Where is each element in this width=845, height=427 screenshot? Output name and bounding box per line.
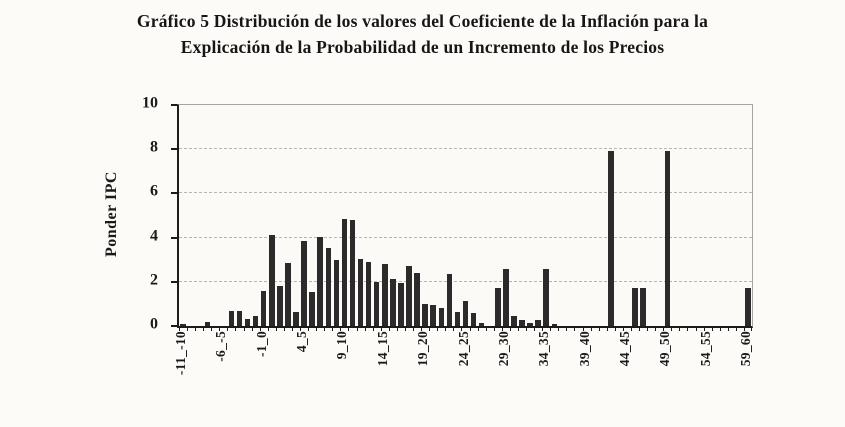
bar-46_47 — [640, 288, 645, 326]
x-tick-label-text: 34_35 — [536, 331, 552, 367]
bar-12_13 — [366, 262, 371, 326]
bar-3_4 — [293, 312, 298, 326]
bar-2_3 — [285, 263, 290, 326]
y-axis-title — [100, 104, 124, 325]
bar-16_17 — [398, 283, 403, 326]
y-axis-tick — [171, 281, 177, 283]
y-tick-label-10: 10 — [142, 94, 158, 112]
bar-59_60 — [745, 288, 750, 326]
y-axis-tick-labels — [128, 94, 168, 333]
y-tick-label-6: 6 — [150, 183, 158, 201]
y-tick-label-0: 0 — [150, 315, 158, 333]
bar-10_11 — [350, 220, 355, 326]
bar-24_25 — [463, 301, 468, 326]
bar-0_1 — [269, 235, 274, 326]
gridline-y8 — [179, 148, 752, 149]
bar-14_15 — [382, 264, 387, 326]
x-tick-label-24_25 — [455, 331, 473, 409]
x-tick-label-text: 4_5 — [294, 331, 310, 353]
x-tick-label-text: 9_10 — [334, 331, 350, 360]
x-tick-label-text: -1_0 — [253, 331, 269, 357]
bar-28_29 — [495, 288, 500, 326]
bar--8_-7 — [205, 322, 210, 326]
y-axis-tick — [171, 192, 177, 194]
bar-30_31 — [511, 316, 516, 326]
bar-32_33 — [527, 323, 532, 326]
bar--2_-1 — [253, 316, 258, 326]
x-tick-label-text: 49_50 — [657, 331, 673, 367]
bar-49_50 — [665, 151, 670, 326]
bar-19_20 — [422, 304, 427, 326]
bar-6_7 — [317, 237, 322, 327]
x-tick-label-text: 39_40 — [576, 331, 592, 367]
bar-35_36 — [552, 324, 557, 326]
x-tick-label-text: 29_30 — [495, 331, 511, 367]
x-tick-label-text: 59_60 — [737, 331, 753, 367]
x-tick-label-29_30 — [495, 331, 513, 409]
chart-title-line1: Gráfico 5 Distribución de los valores del Coeficiente de la Inflación para la — [136, 11, 709, 31]
bar--1_0 — [261, 291, 266, 326]
bar--5_-4 — [229, 311, 234, 326]
y-axis-tick — [171, 325, 177, 327]
bar-11_12 — [358, 259, 363, 326]
x-tick-label-54_55 — [697, 331, 715, 409]
y-axis-title-text: Ponder IPC — [103, 171, 120, 258]
bar-25_26 — [471, 313, 476, 326]
x-tick-label-4_5 — [293, 331, 311, 409]
bar-7_8 — [326, 248, 331, 326]
x-tick-label--6_-5 — [212, 331, 230, 409]
x-tick-label-14_15 — [374, 331, 392, 409]
bar-5_6 — [309, 292, 314, 326]
bar-1_2 — [277, 286, 282, 326]
bar-34_35 — [543, 269, 548, 326]
x-axis-tick-labels — [173, 331, 753, 411]
x-tick-label-9_10 — [333, 331, 351, 409]
bar-8_9 — [334, 260, 339, 326]
bar-15_16 — [390, 279, 395, 327]
x-tick-label-text: -11_-10 — [173, 331, 189, 376]
chart-title — [20, 8, 825, 60]
x-tick-label-text: 44_45 — [616, 331, 632, 367]
bar--11_-10 — [180, 324, 185, 326]
x-tick-label-49_50 — [656, 331, 674, 409]
x-tick-label--11_-10 — [172, 331, 190, 409]
bar-33_34 — [535, 320, 540, 326]
bar-29_30 — [503, 269, 508, 326]
bar-17_18 — [406, 266, 411, 326]
y-tick-label-8: 8 — [150, 138, 158, 156]
x-tick-label--1_0 — [253, 331, 271, 409]
x-tick-label-59_60 — [737, 331, 755, 409]
bar-18_19 — [414, 273, 419, 326]
bar-23_24 — [455, 312, 460, 326]
x-tick-label-19_20 — [414, 331, 432, 409]
x-tick-label-34_35 — [535, 331, 553, 409]
x-tick-label-text: 24_25 — [455, 331, 471, 367]
bar-42_43 — [608, 151, 613, 326]
x-tick-label-44_45 — [616, 331, 634, 409]
bar--4_-3 — [237, 311, 242, 326]
x-tick-label-text: 19_20 — [415, 331, 431, 367]
bar-4_5 — [301, 241, 306, 326]
bar-21_22 — [439, 308, 444, 326]
plot-area — [177, 104, 753, 328]
bar-20_21 — [430, 305, 435, 326]
chart-title-line2: Explicación de la Probabilidad de un Incremento de los Precios — [180, 37, 665, 57]
y-axis-tick — [171, 148, 177, 150]
bar--3_-2 — [245, 319, 250, 326]
y-tick-label-4: 4 — [150, 227, 158, 245]
x-tick-label-text: 14_15 — [374, 331, 390, 367]
y-axis-tick — [171, 104, 177, 106]
bar-26_27 — [479, 323, 484, 326]
x-tick-label-text: 54_55 — [697, 331, 713, 367]
bar-22_23 — [447, 274, 452, 326]
x-tick-label-39_40 — [576, 331, 594, 409]
y-axis-tick — [171, 237, 177, 239]
bar-45_46 — [632, 288, 637, 326]
y-tick-label-2: 2 — [150, 271, 158, 289]
bar-9_10 — [342, 219, 347, 326]
x-tick-label-text: -6_-5 — [213, 331, 229, 362]
bar-13_14 — [374, 282, 379, 326]
bar-31_32 — [519, 320, 524, 326]
